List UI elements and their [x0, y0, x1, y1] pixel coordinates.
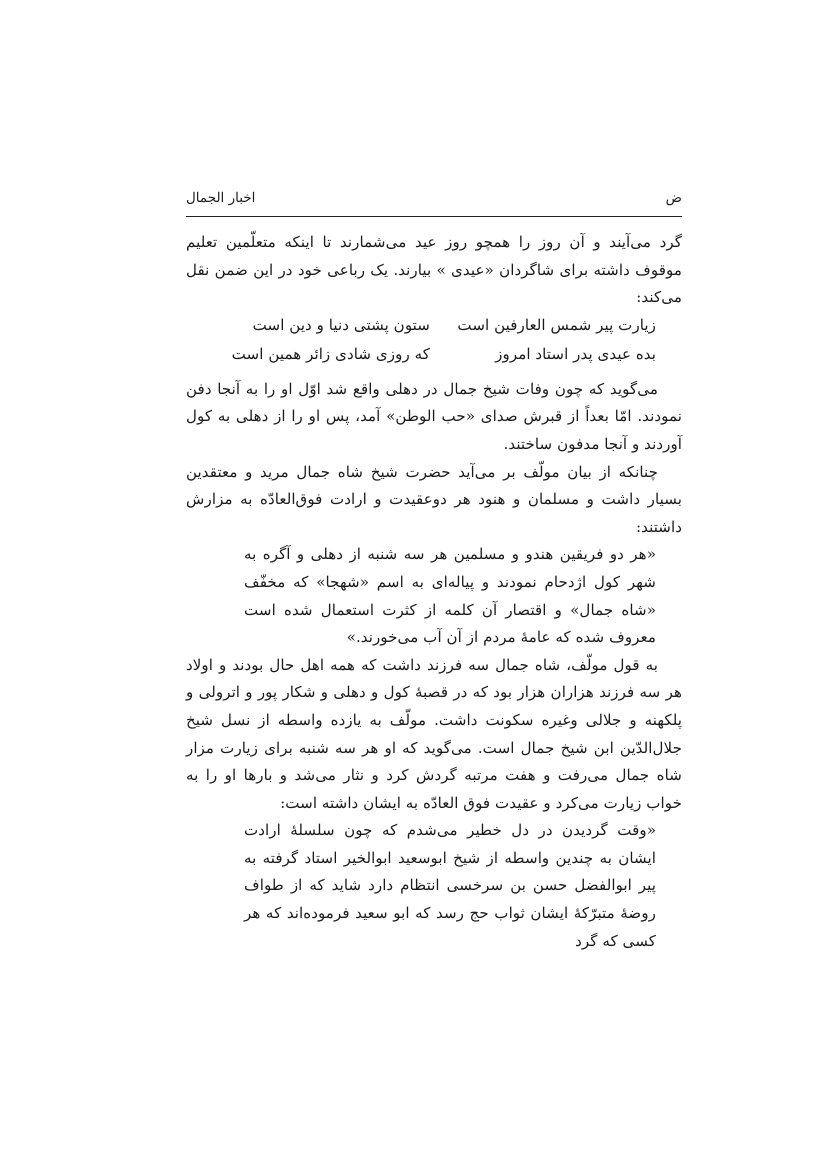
running-header: [186, 190, 682, 217]
paragraph-2: می‌گوید که چون وفات شیخ جمال در دهلی واقع شد اوّل او را به آنجا دفن نمودند. امّا بعداً از قبرش صدای «حب الوطن» آمد، پس او را از دهلی به کول آوردند و آنجا مدفون ساختند.: [186, 379, 682, 453]
verse-2-second-hemistich: که روزی شادی زائر همین است: [231, 345, 430, 364]
verse-1-first-hemistich: زیارت پیر شمس العارفین است: [457, 316, 656, 335]
running-title: اخبار الجمال: [186, 190, 256, 206]
book-page: [186, 190, 682, 955]
quatrain: [186, 312, 682, 370]
block-quote-2: «وقت گردیدن در دل خطیر می‌شدم که چون سلسلهٔ ارادت ایشان به چندین واسطه از شیخ ابوسعید ابوالخیر استاد گرفته به پیر ابوالفضل حسن بن سرخسی انتظام دارد شاید که از طواف روضهٔ متبرّکهٔ ایشان ثواب حج رسد که ابو سعید فرموده‌اند که هر کسی که گرد: [244, 821, 656, 950]
verse-1-second-hemistich: ستون پشتی دنیا و دین است: [252, 316, 430, 335]
verse-line-1: [186, 312, 656, 341]
body-text: [186, 229, 682, 955]
block-quote-1: «هر دو فریقین هندو و مسلمین هر سه شنبه از دهلی و آگره به شهر کول اژدحام نمودند و پیاله‌ای به اسم «شهجا» که مخفّف «شاه جمال» و اقتصار آن کلمه از کثرت استعمال شده است معروف شده که عامهٔ مردم از آن آب می‌خورند.»: [244, 545, 656, 647]
paragraph-4: به قول مولّف، شاه جمال سه فرزند داشت که همه اهل حال بودند و اولاد هر سه فرزند هزاران هزار بود که در قصبهٔ کول و دهلی و شکار پور و اترولی و پلکهنه و جلالی وغیره سکونت داشت. مولّف به یازده واسطه از نسل شیخ جلال‌الدّین ابن شیخ جمال است. می‌گوید که او هر سه شنبه برای زیارت مزار شاه جمال می‌رفت و هفت مرتبه گردش کرد و نثار می‌شد و بارها او را به خواب زیارت می‌کرد و عقیدت فوق العادّه به ایشان داشته است:: [186, 655, 682, 812]
verse-line-2: [186, 341, 656, 370]
paragraph-1: گرد می‌آیند و آن روز را همچو روز عید می‌شمارند تا اینکه متعلّمین تعلیم موقوف داشته برای شاگردان «عیدی » بیارند. یک رباعی خود در این ضمن نقل می‌کند:: [186, 233, 682, 307]
paragraph-3: چنانکه از بیان مولّف بر می‌آید حضرت شیخ شاه جمال مرید و معتقدین بسیار داشت و مسلمان و هنود هر دوعقیدت و ارادت فوق‌العادّه به مزارش داشتند:: [186, 462, 682, 536]
page-number: ض: [665, 190, 682, 206]
verse-2-first-hemistich: بده عیدی پدر استاد امروز: [495, 345, 656, 364]
